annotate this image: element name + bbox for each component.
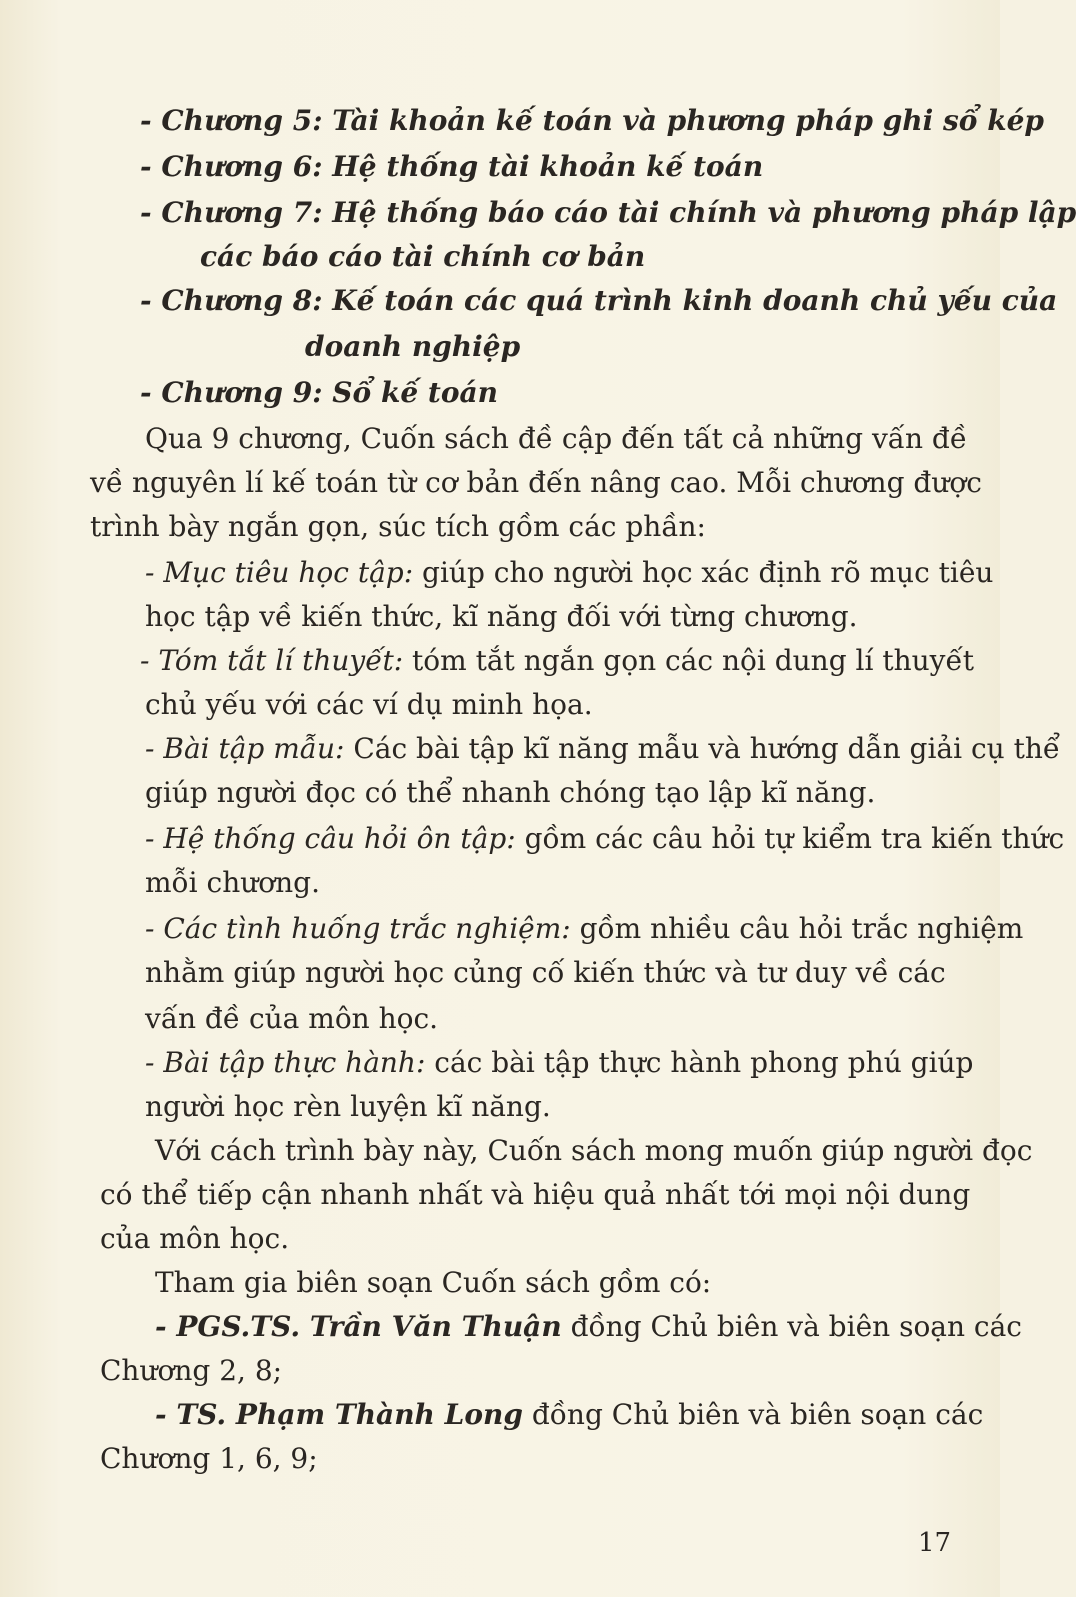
- part-text: tóm tắt ngắn gọn các nội dung lí thuyết: [403, 644, 974, 677]
- page-number: 17: [918, 1528, 952, 1558]
- part-label: - Hệ thống câu hỏi ôn tập:: [145, 822, 516, 855]
- part-continued: học tập về kiến thức, kĩ năng đối với từng chương.: [145, 600, 858, 633]
- author-line: [155, 1310, 1022, 1344]
- part-continued: chủ yếu với các ví dụ minh họa.: [145, 688, 593, 721]
- author-chapters: Chương 1, 6, 9;: [100, 1442, 318, 1475]
- part-theory-summary: [140, 644, 974, 678]
- part-label: - Bài tập mẫu:: [145, 732, 345, 765]
- part-continued: vấn đề của môn học.: [145, 1002, 439, 1035]
- chapter-6-line: - Chương 6: Hệ thống tài khoản kế toán: [140, 150, 764, 183]
- closing-line-2: có thể tiếp cận nhanh nhất và hiệu quả nhất tới mọi nội dung: [100, 1178, 971, 1211]
- part-continued: người học rèn luyện kĩ năng.: [145, 1090, 551, 1123]
- author-role: đồng Chủ biên và biên soạn các: [522, 1398, 984, 1431]
- part-label: - Các tình huống trắc nghiệm:: [145, 912, 571, 945]
- intro-line-1: Qua 9 chương, Cuốn sách đề cập đến tất cả những vấn đề: [145, 422, 968, 455]
- chapter-8-continued: doanh nghiệp: [305, 330, 521, 363]
- part-continued: nhằm giúp người học củng cố kiến thức và tư duy về các: [145, 956, 946, 989]
- chapter-8-line: - Chương 8: Kế toán các quá trình kinh doanh chủ yếu của: [140, 284, 1058, 317]
- part-label: - Tóm tắt lí thuyết:: [140, 644, 404, 677]
- author-chapters: Chương 2, 8;: [100, 1354, 283, 1387]
- part-multiple-choice: [145, 912, 1023, 946]
- author-name: - PGS.TS. Trần Văn Thuận: [155, 1310, 562, 1343]
- part-practice-exercises: [145, 1046, 973, 1080]
- part-text: gồm nhiều câu hỏi trắc nghiệm: [570, 912, 1024, 945]
- intro-line-3: trình bày ngắn gọn, súc tích gồm các phần:: [90, 510, 706, 543]
- part-text: các bài tập thực hành phong phú giúp: [425, 1046, 974, 1079]
- chapter-9-line: - Chương 9: Sổ kế toán: [140, 376, 499, 409]
- closing-line-1: Với cách trình bày này, Cuốn sách mong muốn giúp người đọc: [155, 1134, 1033, 1167]
- part-continued: mỗi chương.: [145, 866, 320, 899]
- author-line: [155, 1398, 983, 1432]
- intro-line-2: về nguyên lí kế toán từ cơ bản đến nâng cao. Mỗi chương được: [90, 466, 982, 499]
- chapter-7-line: - Chương 7: Hệ thống báo cáo tài chính và phương pháp lập: [140, 196, 1076, 229]
- author-name: - TS. Phạm Thành Long: [155, 1398, 523, 1431]
- chapter-7-continued: các báo cáo tài chính cơ bản: [200, 240, 646, 273]
- part-label: - Mục tiêu học tập:: [145, 556, 414, 589]
- part-text: Các bài tập kĩ năng mẫu và hướng dẫn giải cụ thể: [344, 732, 1061, 765]
- part-text: giúp cho người học xác định rõ mục tiêu: [413, 556, 994, 589]
- part-label: - Bài tập thực hành:: [145, 1046, 426, 1079]
- part-continued: giúp người đọc có thể nhanh chóng tạo lập kĩ năng.: [145, 776, 876, 809]
- part-sample-exercises: [145, 732, 1060, 766]
- chapter-5-line: - Chương 5: Tài khoản kế toán và phương pháp ghi sổ kép: [140, 104, 1044, 137]
- part-text: gồm các câu hỏi tự kiểm tra kiến thức: [515, 822, 1065, 855]
- part-review-questions: [145, 822, 1064, 856]
- part-learning-objectives: [145, 556, 993, 590]
- author-role: đồng Chủ biên và biên soạn các: [561, 1310, 1022, 1343]
- authors-intro: Tham gia biên soạn Cuốn sách gồm có:: [155, 1266, 712, 1299]
- closing-line-3: của môn học.: [100, 1222, 290, 1255]
